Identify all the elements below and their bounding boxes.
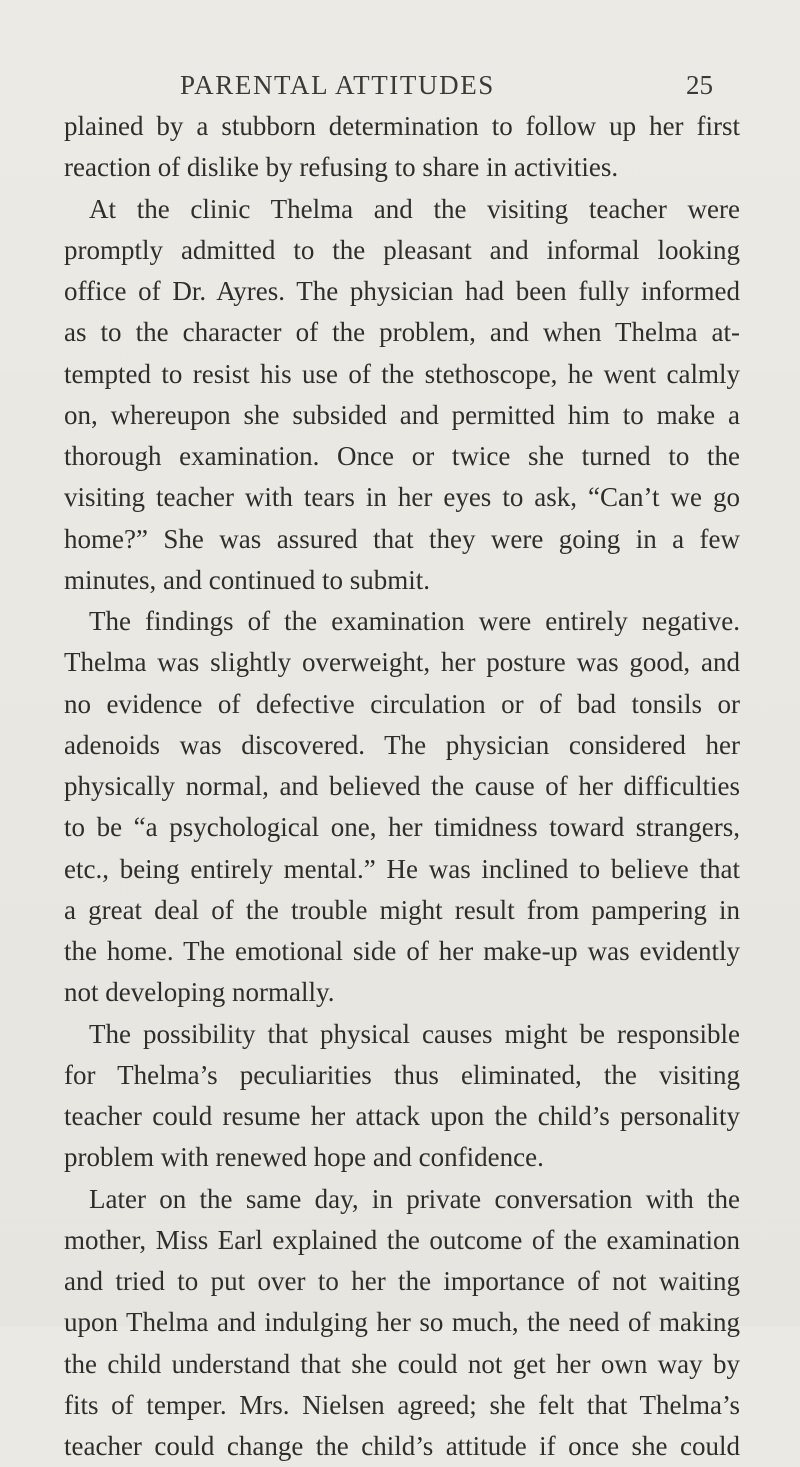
text-line: the home. The emotional side of her make-up was evidently	[64, 936, 740, 966]
text-line: to be “a psychological one, her timidness toward strangers,	[64, 812, 740, 843]
text-line: fits of temper. Mrs. Nielsen agreed; she felt that Thelma’s	[64, 1389, 740, 1420]
text-line: tempted to resist his use of the stethoscope, he went calmly	[64, 358, 740, 389]
text-line: Thelma was slightly overweight, her posture was good, and	[64, 647, 740, 678]
text-line: upon Thelma and indulging her so much, the need of making	[64, 1307, 740, 1338]
text-line: minutes, and continued to submit.	[64, 564, 430, 595]
text-line: a great deal of the trouble might result from pampering in	[64, 894, 740, 925]
paragraph-start-line: At the clinic Thelma and the visiting teacher were	[89, 193, 740, 224]
text-line: mother, Miss Earl explained the outcome of the examination	[64, 1224, 740, 1255]
text-line: the child understand that she could not get her own way by	[64, 1348, 740, 1379]
text-line: reaction of dislike by refusing to share in activities.	[64, 152, 619, 183]
text-line: on, whereupon she subsided and permitted him to make a	[64, 399, 740, 430]
text-line: office of Dr. Ayres. The physician had been fully informed	[64, 276, 740, 306]
body-text	[64, 106, 740, 1467]
page-number: 25	[686, 70, 713, 100]
text-line: teacher could change the child’s attitude if once she could	[64, 1431, 740, 1461]
text-line: no evidence of defective circulation or of bad tonsils or	[64, 688, 740, 719]
paragraph-start-line: The findings of the examination were entirely negative.	[89, 606, 740, 636]
running-head: PARENTAL ATTITUDES	[180, 70, 495, 100]
text-line: problem with renewed hope and confidence.	[64, 1142, 544, 1173]
text-line: thorough examination. Once or twice she turned to the	[64, 441, 740, 471]
text-line: and tried to put over to her the importance of not waiting	[64, 1266, 740, 1296]
text-line: teacher could resume her attack upon the child’s personality	[64, 1101, 740, 1131]
text-line: physically normal, and believed the cause of her difficulties	[64, 771, 740, 801]
text-line: home?” She was assured that they were going in a few	[64, 523, 740, 554]
text-line: as to the character of the problem, and when Thelma at-	[64, 317, 740, 348]
text-line: promptly admitted to the pleasant and informal looking	[64, 234, 740, 265]
text-line: visiting teacher with tears in her eyes to ask, “Can’t we go	[64, 482, 740, 513]
paragraph-start-line: Later on the same day, in private conversation with the	[89, 1183, 740, 1214]
text-line: for Thelma’s peculiarities thus eliminated, the visiting	[64, 1059, 740, 1090]
text-line: adenoids was discovered. The physician considered her	[64, 729, 740, 760]
text-line: plained by a stubborn determination to follow up her first	[64, 111, 740, 141]
text-line: not developing normally.	[64, 977, 335, 1008]
paragraph-start-line: The possibility that physical causes might be responsible	[89, 1018, 740, 1049]
text-line: etc., being entirely mental.” He was inclined to believe that	[64, 853, 740, 884]
